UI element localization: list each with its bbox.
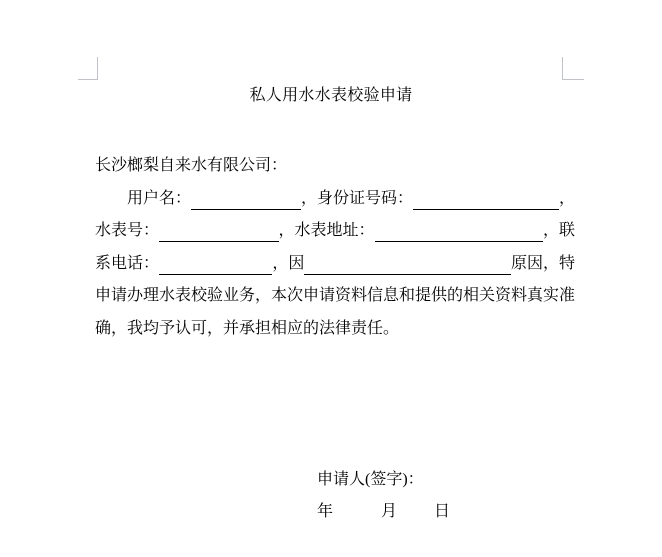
line2-tail-text: ，联 [542,222,575,239]
meter-number-label: 水表号： [95,222,160,239]
text-boundary-mark-top-right [562,57,584,80]
document-title: 私人用水水表校验申请 [249,87,413,104]
date-line [317,496,450,528]
reason-lead-text: ，因 [272,254,305,272]
line1-tail-text: ， [558,189,575,207]
date-month-label: 月 [381,503,398,520]
date-day-label: 日 [434,503,451,520]
user-name-label: 用户名： [127,189,192,207]
meter-number-blank[interactable] [159,215,279,242]
signature-label: 申请人(签字)： [317,471,424,488]
meter-address-blank[interactable] [375,215,543,242]
paragraph-line-4: 申请办理水表校验业务，本次申请资料信息和提供的相关资料真实准 [95,287,576,304]
paragraph-line-3 [95,248,575,281]
phone-label: 系电话： [95,254,160,272]
line3-tail-text: 原因，特 [510,254,575,272]
phone-blank[interactable] [159,248,272,275]
date-year-label: 年 [317,503,334,520]
id-number-label: ，身份证号码： [300,189,413,207]
paragraph-line-5: 确，我均予认可，并承担相应的法律责任。 [95,319,400,337]
reason-blank[interactable] [304,248,511,275]
paragraph-line-2 [95,215,575,248]
id-number-blank[interactable] [413,183,559,210]
paragraph-line-1 [95,183,575,216]
user-name-blank[interactable] [191,183,301,210]
text-boundary-mark-top-left [78,57,98,80]
salutation: 长沙榔梨自来水有限公司： [95,157,288,174]
meter-address-label: ，水表地址： [278,222,375,239]
document-body [95,150,575,345]
